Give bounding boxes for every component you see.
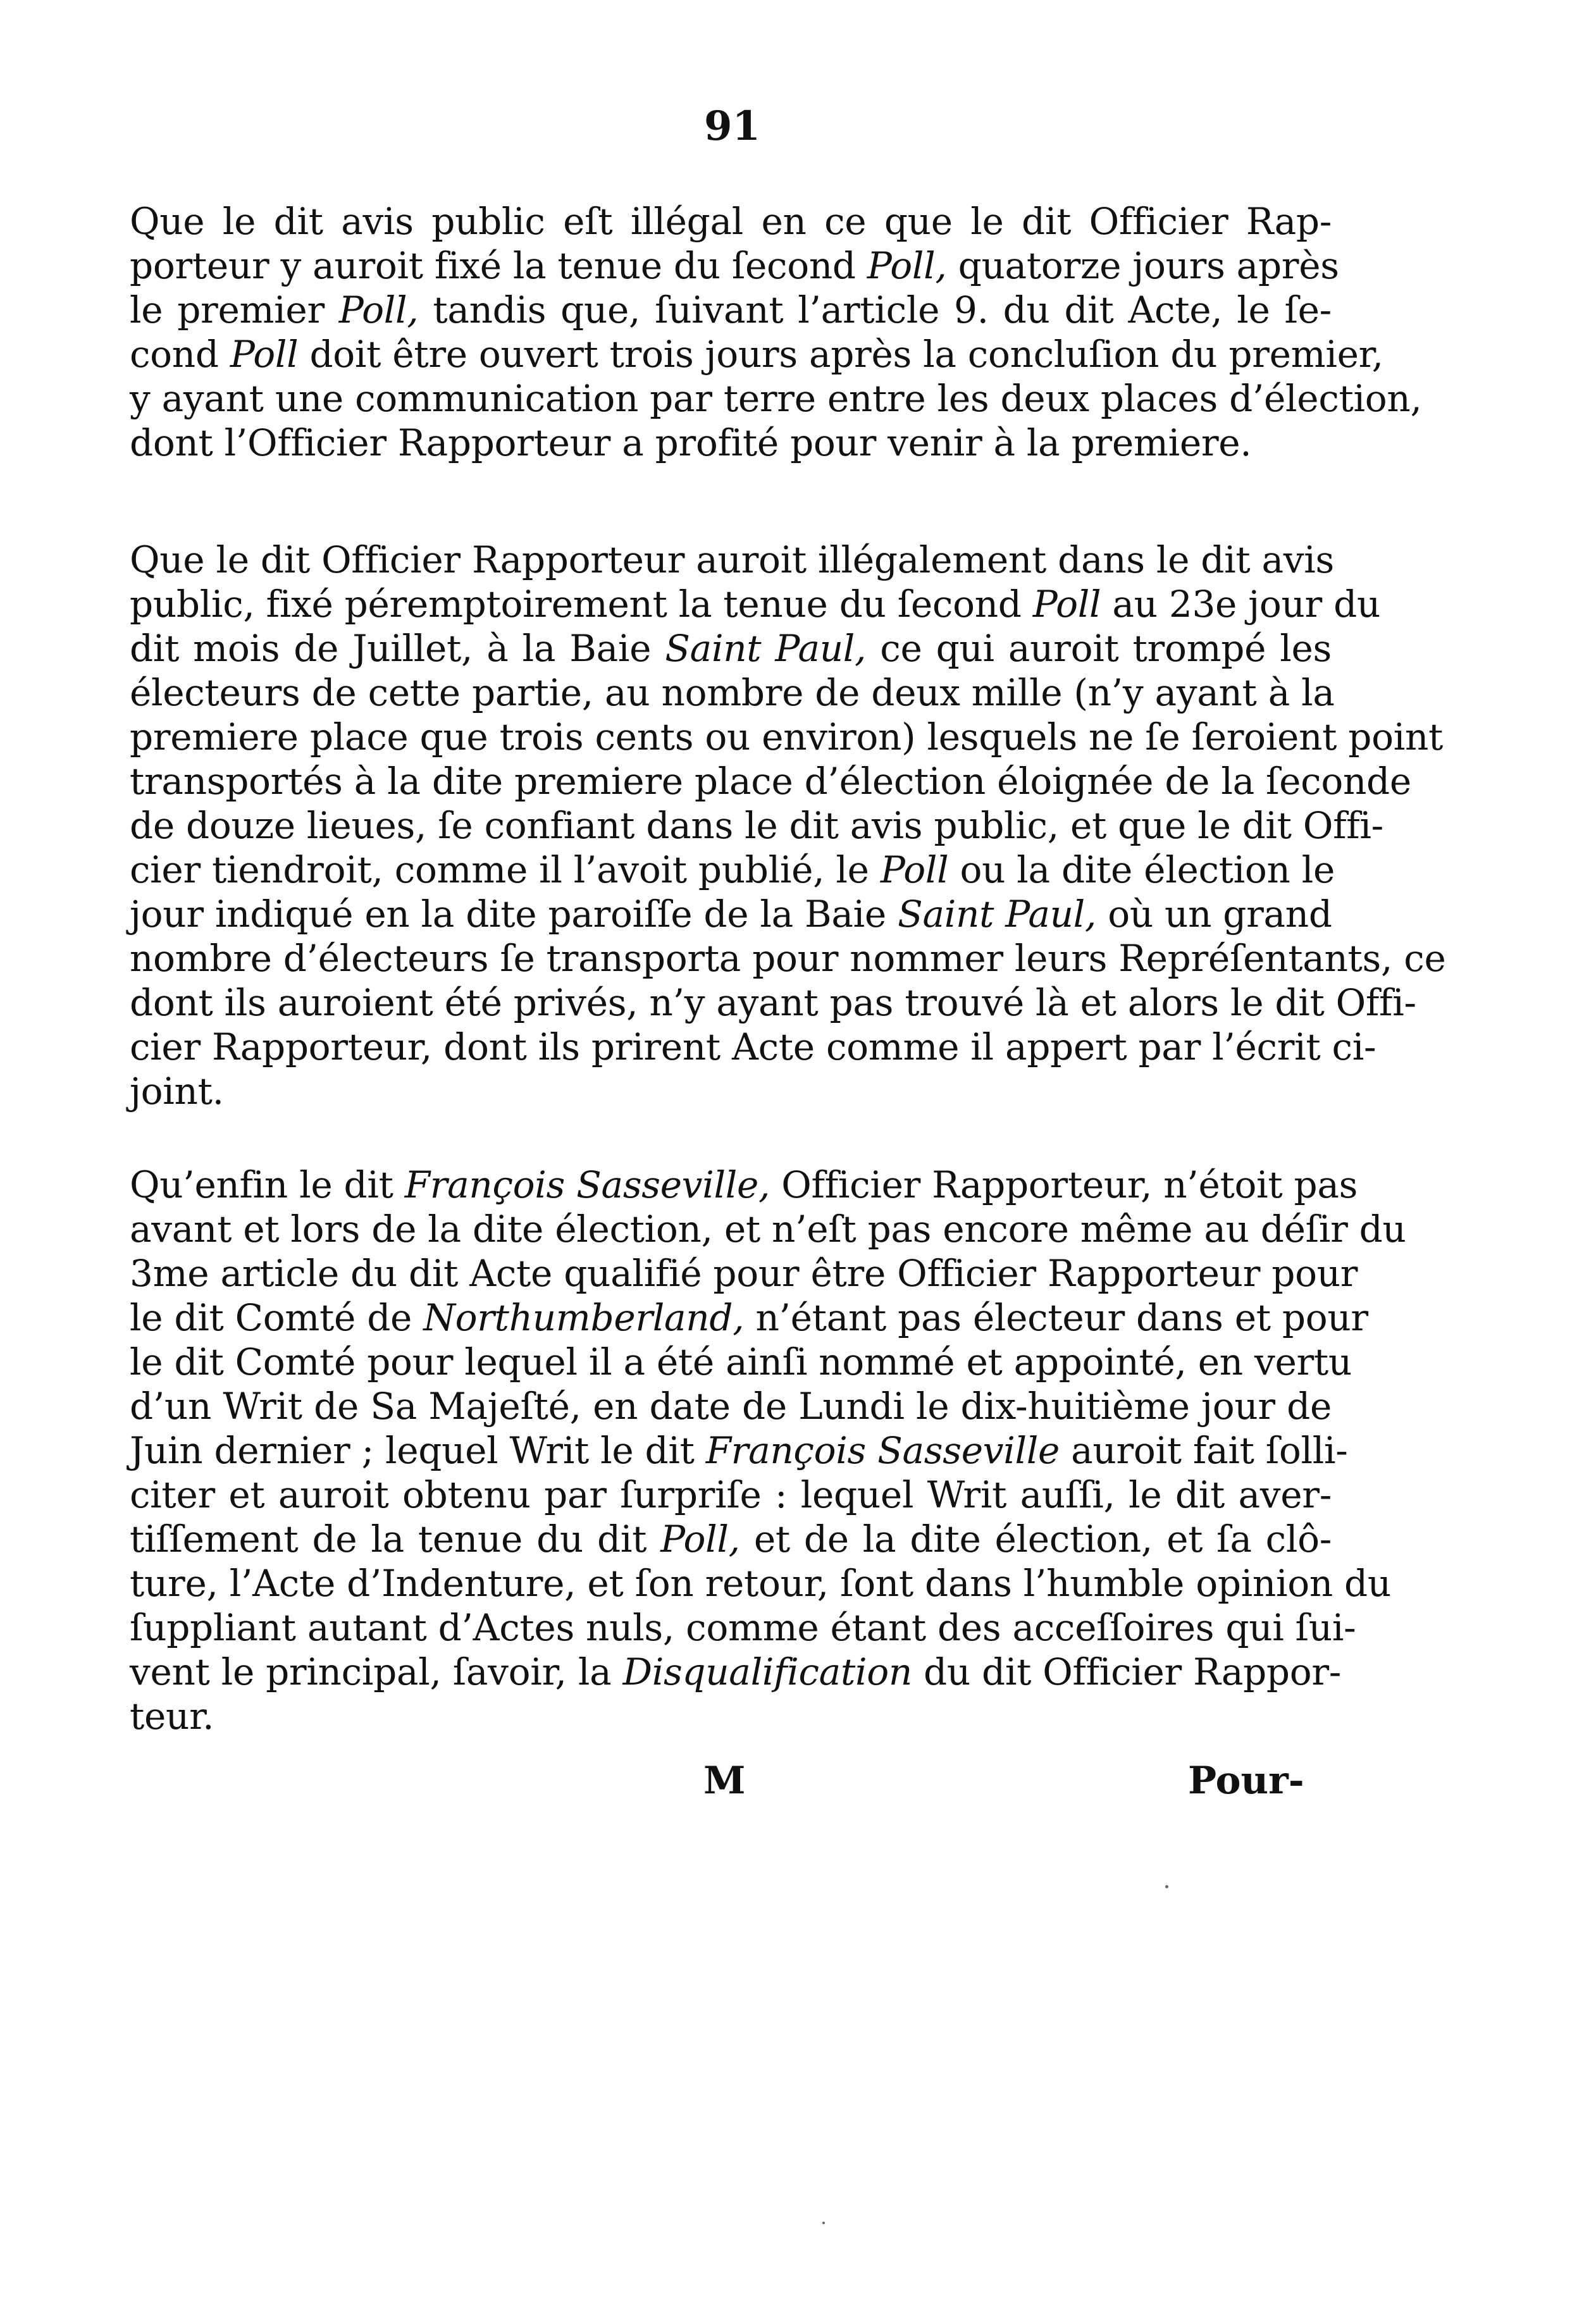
text-line: Que le dit avis public eſt illégal en ce que le dit Officier Rap- [130, 200, 1332, 243]
text-line: d’un Writ de Sa Majeſté, en date de Lundi le dix-huitième jour de [130, 1385, 1332, 1428]
text-line: de douze lieues, ſe confiant dans le dit avis public, et que le dit Offi- [130, 804, 1383, 847]
paragraph-1 [130, 199, 1422, 465]
text-line: cond Poll doit être ouvert trois jours après la concluſion du premier, [130, 333, 1383, 376]
page-number: 91 [704, 102, 761, 150]
text-line: transportés à la dite premiere place d’élection éloignée de la ſeconde [130, 760, 1411, 803]
text-line: le dit Comté de Northumberland, n’étant pas électeur dans et pour [130, 1296, 1368, 1339]
catchword: Pour- [1188, 1759, 1304, 1803]
text-line: jour indiqué en la dite paroiſſe de la Baie Saint Paul, où un grand [130, 893, 1332, 936]
text-line: ſuppliant autant d’Actes nuls, comme étant des acceſſoires qui ſui- [130, 1606, 1356, 1649]
text-line: dont l’Officier Rapporteur a profité pour venir à la premiere. [130, 421, 1252, 464]
text-line: cier tiendroit, comme il l’avoit publié, le Poll ou la dite élection le [130, 848, 1335, 891]
text-line: dont ils auroient été privés, n’y ayant pas trouvé là et alors le dit Offi- [130, 981, 1416, 1024]
text-line: 3me article du dit Acte qualifié pour être Officier Rapporteur pour [130, 1252, 1358, 1295]
text-line: ture, l’Acte d’Indenture, et ſon retour, ſont dans l’humble opinion du [130, 1562, 1391, 1605]
text-line: le dit Comté pour lequel il a été ainſi nommé et appointé, en vertu [130, 1340, 1352, 1383]
text-line: dit mois de Juillet, à la Baie Saint Paul, ce qui auroit trompé les [130, 627, 1332, 670]
text-line: citer et auroit obtenu par ſurpriſe : lequel Writ auſſi, le dit aver- [130, 1473, 1332, 1516]
print-speck [822, 2222, 825, 2224]
text-line: tiſſement de la tenue du dit Poll, et de la dite élection, et ſa clô- [130, 1518, 1332, 1561]
paragraph-2 [130, 538, 1446, 1113]
text-line: public, fixé péremptoirement la tenue du ſecond Poll au 23e jour du [130, 583, 1381, 626]
print-speck [1165, 1885, 1168, 1888]
text-line: avant et lors de la dite élection, et n’eſt pas encore même au déſir du [130, 1208, 1406, 1251]
text-line: joint. [130, 1070, 224, 1113]
text-line: Juin dernier ; lequel Writ le dit François Sasseville auroit fait ſolli- [130, 1429, 1348, 1472]
text-line: teur. [130, 1695, 214, 1738]
text-line: vent le principal, ſavoir, la Disqualification du dit Officier Rappor- [130, 1650, 1342, 1693]
text-line: premiere place que trois cents ou environ) lesquels ne ſe ſeroient point [130, 715, 1444, 758]
text-line: nombre d’électeurs ſe transporta pour nommer leurs Repréſentants, ce [130, 937, 1446, 980]
paragraph-3 [130, 1163, 1406, 1738]
signature-mark: M [703, 1759, 746, 1803]
text-line: cier Rapporteur, dont ils prirent Acte comme il appert par l’écrit ci- [130, 1025, 1376, 1068]
text-line: le premier Poll, tandis que, ſuivant l’article 9. du dit Acte, le ſe- [130, 288, 1332, 331]
text-line: porteur y auroit fixé la tenue du ſecond Poll, quatorze jours après [130, 244, 1339, 287]
text-line: Que le dit Officier Rapporteur auroit illégalement dans le dit avis [130, 538, 1334, 581]
text-line: électeurs de cette partie, au nombre de deux mille (n’y ayant à la [130, 671, 1335, 714]
text-line: y ayant une communication par terre entre les deux places d’élection, [130, 377, 1422, 420]
text-line: Qu’enfin le dit François Sasseville, Officier Rapporteur, n’étoit pas [130, 1163, 1358, 1206]
